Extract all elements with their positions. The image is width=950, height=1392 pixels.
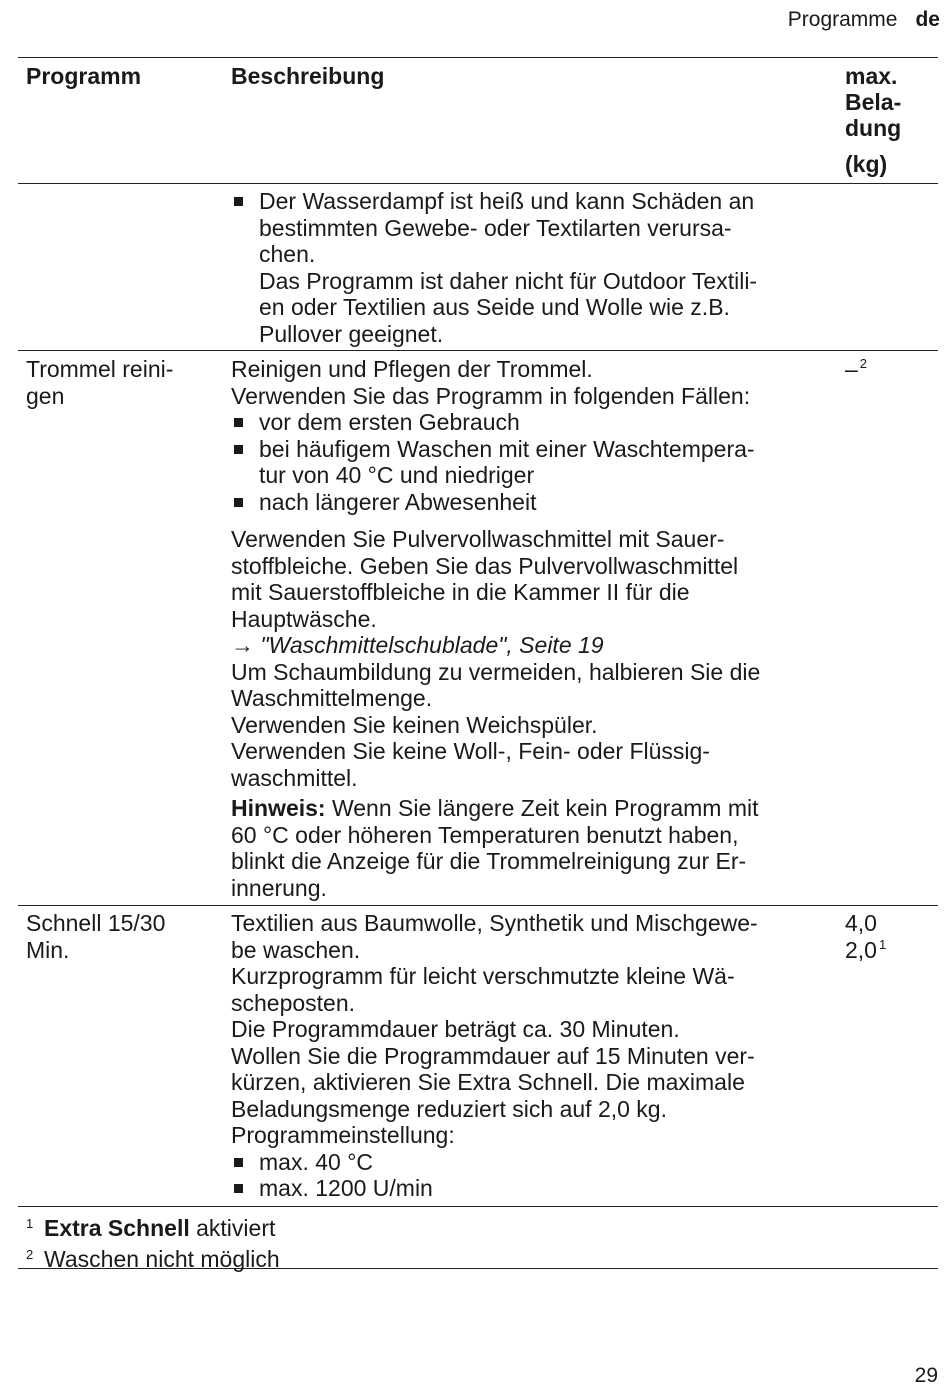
running-header	[788, 8, 940, 32]
footnote-ref: 1	[878, 936, 887, 952]
header-line: (kg)	[845, 151, 888, 177]
footnote-text: Waschen nicht möglich	[44, 1245, 280, 1272]
steam-warning-cell	[231, 188, 831, 347]
max-load-quick	[845, 910, 935, 963]
text-line: Hauptwäsche.	[231, 605, 377, 632]
column-header-program: Programm	[26, 63, 142, 89]
text-line: Wollen Sie die Programmdauer auf 15 Minuten ver-	[231, 1042, 755, 1069]
note-block	[231, 795, 831, 901]
text-line: Trommel reini-	[26, 356, 174, 382]
footnote-number: 1	[26, 1216, 34, 1231]
text-line: gen	[26, 382, 65, 409]
header-rule	[18, 183, 938, 184]
text-line: Textilien aus Baumwolle, Synthetik und Mischgewe-	[231, 910, 758, 936]
text-line: bestimmten Gewebe- oder Textilarten verursa-	[259, 214, 732, 241]
text-line: Reinigen und Pflegen der Trommel.	[231, 356, 593, 382]
footnote-ref: 2	[859, 356, 868, 371]
column-header-max-load	[845, 63, 935, 177]
text-line: Das Programm ist daher nicht für Outdoor Textili-	[259, 267, 758, 294]
footnote-bold: Extra Schnell	[44, 1215, 190, 1241]
text-line: tur von 40 °C und niedriger	[259, 462, 535, 488]
text-line: 60 °C oder höheren Temperaturen benutzt haben,	[231, 821, 739, 848]
footnote-number: 2	[26, 1246, 34, 1262]
list-item: nach längerer Abwesenheit	[231, 489, 831, 516]
list-item: max. 1200 U/min	[231, 1175, 831, 1202]
header-line: Bela-	[845, 89, 902, 115]
text-line: Waschmittelmenge.	[231, 685, 433, 711]
text-line: Um Schaumbildung zu vermeiden, halbieren Sie die	[231, 658, 761, 685]
footnotes	[22, 1211, 922, 1272]
text-line: innerung.	[231, 874, 327, 901]
text-line: mit Sauerstoffbleiche in die Kammer II für die	[231, 579, 690, 605]
list-item: bei häufigem Waschen mit einer Waschtempera-	[231, 436, 831, 463]
program-name-quick	[26, 910, 216, 963]
text-line: en oder Textilien aus Seide und Wolle wie z.B.	[259, 294, 730, 320]
page-number: 29	[914, 1364, 938, 1387]
footnote	[22, 1242, 922, 1273]
text-line: Verwenden Sie keine Woll-, Fein- oder Flüssig-	[231, 738, 710, 764]
detergent-instructions	[231, 526, 831, 791]
text-line: Beladungsmenge reduziert sich auf 2,0 kg.	[231, 1095, 667, 1122]
row-rule	[18, 350, 938, 351]
table-top-rule	[18, 57, 938, 58]
cross-reference-link[interactable]: → "Waschmittelschublade", Seite 19	[231, 632, 604, 658]
note-label: Hinweis:	[231, 795, 326, 821]
text-line: blinkt die Anzeige für die Trommelreinigung zur Er-	[231, 848, 747, 874]
table-bottom-rule	[18, 1206, 938, 1207]
text-line: kürzen, aktivieren Sie Extra Schnell. Die maximale	[231, 1069, 745, 1095]
text-line: chen.	[259, 241, 316, 267]
program-name-drum-clean	[26, 356, 216, 409]
text-line: Verwenden Sie das Programm in folgenden Fällen:	[231, 382, 751, 409]
text-line: stoffbleiche. Geben Sie das Pulvervollwaschmittel	[231, 552, 739, 579]
description-drum-clean	[231, 356, 831, 515]
description-quick	[231, 910, 831, 1202]
list-item: max. 40 °C	[231, 1149, 831, 1176]
footnote-text: aktiviert	[189, 1215, 276, 1241]
header-line: max.	[845, 63, 898, 89]
text-line: waschmittel.	[231, 764, 358, 791]
list-item: vor dem ersten Gebrauch	[231, 409, 831, 436]
text-line: Kurzprogramm für leicht verschmutzte kleine Wä-	[231, 963, 735, 989]
text-line: Programmeinstellung:	[231, 1122, 455, 1148]
text-line: Pullover geeignet.	[259, 320, 444, 347]
text-line: scheposten.	[231, 989, 356, 1016]
max-load-drum-clean	[845, 356, 935, 383]
text-line: Schnell 15/30	[26, 910, 166, 936]
load-value: 4,0	[845, 910, 877, 936]
list-item: Der Wasserdampf ist heiß und kann Schäden an	[231, 188, 831, 215]
column-header-description: Beschreibung	[231, 63, 385, 89]
row-rule	[18, 905, 938, 906]
load-value: –	[845, 356, 858, 382]
note-text: Wenn Sie längere Zeit kein Programm mit	[325, 795, 759, 821]
text-line: Verwenden Sie keinen Weichspüler.	[231, 711, 598, 738]
text-line: be waschen.	[231, 936, 361, 963]
section-title: Programme	[787, 8, 898, 31]
footnote	[22, 1211, 922, 1242]
header-line: dung	[845, 115, 902, 141]
language-code: de	[915, 8, 940, 31]
text-line: Min.	[26, 936, 70, 963]
text-line: Die Programmdauer beträgt ca. 30 Minuten.	[231, 1016, 680, 1042]
load-value: 2,0	[845, 936, 877, 963]
text-line: Verwenden Sie Pulvervollwaschmittel mit Sauer-	[231, 526, 725, 552]
